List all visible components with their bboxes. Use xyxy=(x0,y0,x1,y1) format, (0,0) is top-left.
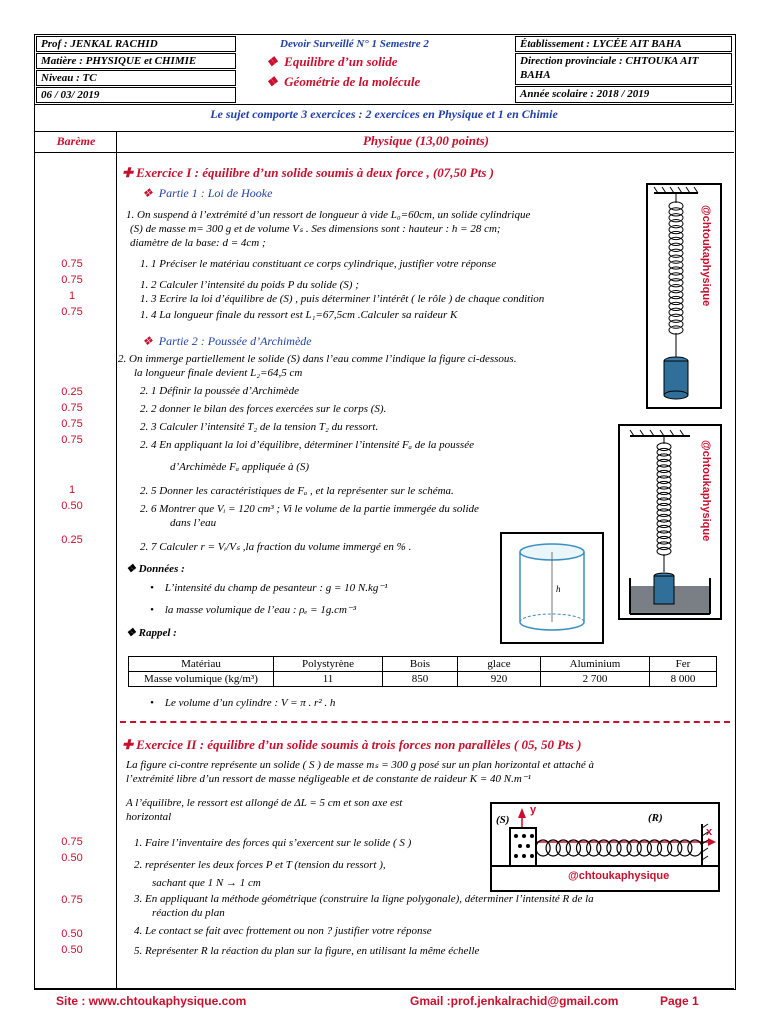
height-label: h xyxy=(556,584,561,594)
table-cell: 850 xyxy=(383,672,458,687)
ex2-q2-a: 2. représenter les deux forces P et T (tension du ressort ), xyxy=(134,859,386,871)
points-ex2-q1: 0.75 xyxy=(61,836,83,848)
rappel-label: ❖ Rappel : xyxy=(126,627,177,639)
q1-4: 1. 4 La longueur finale du ressort est L₁=67,5cm .Calculer sa raideur K xyxy=(140,309,458,321)
table-header: glace xyxy=(458,657,541,672)
ex2-p4: horizontal xyxy=(126,811,172,823)
ex2-q5: 5. Représenter R la réaction du plan sur la figure, en utilisant la même échelle xyxy=(134,945,480,957)
donnee-2: • la masse volumique de l’eau : ρₑ = 1g.cm⁻³ xyxy=(150,604,357,616)
q2-1: 2. 1 Définir la poussée d’Archimède xyxy=(140,385,300,397)
points-q1-3: 1 xyxy=(68,290,76,302)
physique-label: Physique (13,00 points) xyxy=(362,133,490,148)
q1-line-a: 1. On suspend à l’extrémité d’un ressort de longueur à vide L₀=60cm, un solide cylindrique xyxy=(126,209,531,221)
donnee-1: • L’intensité du champ de pesanteur : g = 10 N.kg⁻¹ xyxy=(150,582,388,594)
points-q2-2: 0.75 xyxy=(61,402,83,414)
footer-site[interactable]: Site : www.chtoukaphysique.com xyxy=(56,994,247,1008)
ex2-q4: 4. Le contact se fait avec frottement ou non ? justifier votre réponse xyxy=(134,925,432,937)
ex2-q3-a: 3. En appliquant la méthode géométrique (construire la ligne polygonale), déterminer l’intensité R de la xyxy=(134,893,594,905)
q2-3: 2. 3 Calculer l’intensité T₂ de la tension T₂ du ressort. xyxy=(140,421,379,433)
figure-spring-hanging xyxy=(646,183,722,409)
table-cell: 920 xyxy=(458,672,541,687)
volume-formula: • Le volume d’un cylindre : V = π . r² . h xyxy=(150,697,336,709)
q1-line-b: (S) de masse m= 300 g et de volume Vₛ . Ses dimensions sont : hauteur : h = 28 cm; xyxy=(130,223,501,235)
y-axis-label: y xyxy=(530,804,537,816)
ex1-title: ✚ Exercice I : équilibre d’un solide soumis à deux force , (07,50 Pts ) xyxy=(122,165,494,180)
table-header: Polystyrène xyxy=(274,657,383,672)
table-cell: 8 000 xyxy=(650,672,717,687)
q2-2: 2. 2 donner le bilan des forces exercées sur le corps (S). xyxy=(140,403,387,415)
footer-page: Page 1 xyxy=(660,994,699,1008)
ex2-q3-b: réaction du plan xyxy=(152,907,225,919)
q2-5: 2. 5 Donner les caractéristiques de Fₐ , et la représenter sur le schéma. xyxy=(140,485,454,497)
points-q1-4: 0.75 xyxy=(61,306,83,318)
table-header: Matériau xyxy=(129,657,274,672)
points-q2-3: 0.75 xyxy=(61,418,83,430)
annee-cell: Année scolaire : 2018 / 2019 xyxy=(515,86,732,103)
prof-cell: Prof : JENKAL RACHID xyxy=(36,36,236,52)
table-cell: Masse volumique (kg/m³) xyxy=(129,672,274,687)
spring-label: (R) xyxy=(648,812,663,824)
table-header: Fer xyxy=(650,657,717,672)
q2-line-a: 2. On immerge partiellement le solide (S) dans l’eau comme l’indique la figure ci-dessous. xyxy=(118,353,517,365)
points-ex2-q4: 0.50 xyxy=(61,928,83,940)
footer-rule xyxy=(34,988,734,990)
points-q2-1: 0.25 xyxy=(61,386,83,398)
ex1-part2: ❖ Partie 2 : Poussée d’Archimède xyxy=(142,334,312,348)
x-axis-label: x xyxy=(706,826,713,838)
points-q1-2: 0.75 xyxy=(61,274,83,286)
bareme-divider xyxy=(116,131,117,988)
q1-1: 1. 1 Préciser le matériau constituant ce corps cylindrique, justifier votre réponse xyxy=(140,258,497,270)
table-row xyxy=(129,672,717,687)
watermark-2: @chtoukaphysique xyxy=(700,440,712,542)
etablissement-cell: Établissement : LYCÉE AIT BAHA xyxy=(515,36,732,52)
direction-cell: Direction provinciale : CHTOUKA AIT BAHA xyxy=(515,53,732,85)
table-header: Aluminium xyxy=(541,657,650,672)
q1-3: 1. 3 Ecrire la loi d’équilibre de (S) , puis déterminer l’intérêt ( le rôle ) de chaque condition xyxy=(140,293,545,305)
intro-line: Le sujet comporte 3 exercices : 2 exercices en Physique et 1 en Chimie xyxy=(210,107,558,121)
points-q1-1: 0.75 xyxy=(61,258,83,270)
q2-4-a: 2. 4 En appliquant la loi d’équilibre, déterminer l’intensité Fₐ de la poussée xyxy=(140,439,474,451)
points-q2-6: 0.50 xyxy=(61,500,83,512)
figure-horizontal-spring xyxy=(490,802,720,892)
table-header: Bois xyxy=(383,657,458,672)
ex2-p1: La figure ci-contre représente un solide ( S ) de masse mₛ = 300 g posé sur un plan horizontal et attaché à xyxy=(126,759,594,771)
table-cell: 11 xyxy=(274,672,383,687)
points-ex2-q3: 0.75 xyxy=(61,894,83,906)
matiere-cell: Matière : PHYSIQUE et CHIMIE xyxy=(36,53,236,69)
q2-7: 2. 7 Calculer r = Vᵢ/Vₛ ,la fraction du volume immergé en % . xyxy=(140,541,412,553)
points-ex2-q2: 0.50 xyxy=(61,852,83,864)
q1-line-c: diamètre de la base: d = 4cm ; xyxy=(130,237,266,249)
materials-table xyxy=(128,656,717,687)
ex2-q1: 1. Faire l’inventaire des forces qui s’exercent sur le solide ( S ) xyxy=(134,837,412,849)
ex2-p2: l’extrémité libre d’un ressort de masse négligeable et de constante de raideur K = 40 N.m⁻¹ xyxy=(126,773,531,785)
figure-spring-water xyxy=(618,424,722,620)
watermark-3: @chtoukaphysique xyxy=(568,870,670,882)
q1-2: 1. 2 Calculer l’intensité du poids P du solide (S) ; xyxy=(140,279,359,291)
points-q2-7: 0.25 xyxy=(61,534,83,546)
footer-gmail[interactable]: Gmail :prof.jenkalrachid@gmail.com xyxy=(410,994,619,1008)
exercise-separator xyxy=(120,721,730,723)
points-ex2-q5: 0.50 xyxy=(61,944,83,956)
table-header-row xyxy=(129,657,717,672)
ex2-q2-b: sachant que 1 N → 1 cm xyxy=(152,877,261,889)
q2-line-b: la longueur finale devient L₂=64,5 cm xyxy=(134,367,303,379)
ex2-title: ✚ Exercice II : équilibre d’un solide soumis à trois forces non parallèles ( 05, 50 Pts ) xyxy=(122,737,582,752)
niveau-cell: Niveau : TC xyxy=(36,70,236,86)
q2-6-a: 2. 6 Montrer que Vᵢ = 120 cm³ ; Vi le volume de la partie immergée du solide xyxy=(140,503,479,515)
watermark-1: @chtoukaphysique xyxy=(700,205,712,307)
devoir-title: Devoir Surveillé N° 1 Semestre 2 xyxy=(280,38,429,50)
header-divider xyxy=(34,104,734,105)
topic-1: ❖ Equilibre d’un solide xyxy=(266,54,398,69)
bareme-label: Barème xyxy=(56,134,96,148)
cylinder-diagram xyxy=(502,534,602,642)
points-q2-4: 0.75 xyxy=(61,434,83,446)
solid-label: (S) xyxy=(496,814,510,826)
topic-2: ❖ Géométrie de la molécule xyxy=(266,74,421,89)
table-cell: 2 700 xyxy=(541,672,650,687)
points-q2-5: 1 xyxy=(68,484,76,496)
date-cell: 06 / 03/ 2019 xyxy=(36,87,236,103)
ex2-p3: A l’équilibre, le ressort est allongé de ΔL = 5 cm et son axe est xyxy=(126,797,403,809)
q2-6-b: dans l’eau xyxy=(170,517,217,529)
donnees-label: ❖ Données : xyxy=(126,563,185,575)
ex1-part1: ❖ Partie 1 : Loi de Hooke xyxy=(142,186,273,200)
figure-cylinder xyxy=(500,532,604,644)
q2-4-b: d’Archimède Fₐ appliquée à (S) xyxy=(170,461,310,473)
